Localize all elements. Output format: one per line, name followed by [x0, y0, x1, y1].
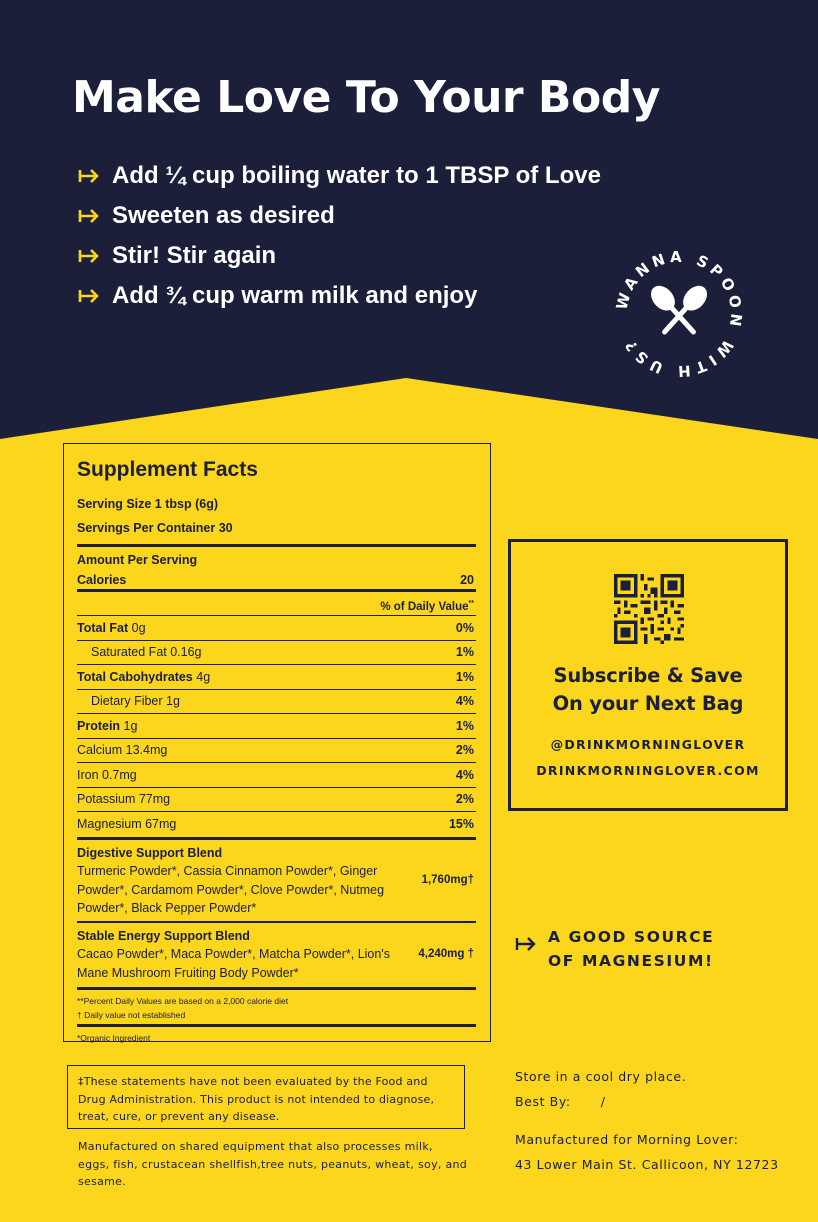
blend-row [77, 923, 476, 986]
serving-size: Serving Size 1 tbsp (6g) [77, 497, 219, 511]
nutrient-dv: 1% [455, 645, 474, 660]
blend-ingredients: Turmeric Powder*, Cassia Cinnamon Powder*, Ginger Powder*, Cardamom Powder*, Clove Powder*, Nutmeg Powder*, Black Pepper Powder* [77, 864, 385, 915]
nutrient-name: Protein [77, 718, 121, 733]
footnote-dv: **Percent Daily Values are based on a 2,000 calorie diet [77, 996, 289, 1006]
subscribe-title-line: Subscribe & Save [553, 664, 743, 687]
nutrient-row [77, 665, 476, 690]
blend-title: Stable Energy Support Blend [77, 928, 250, 943]
arrow-right-bar-icon [78, 247, 100, 265]
arrow-right-bar-icon [515, 935, 537, 953]
website-link[interactable]: DRINKMORNINGLOVER.COM [536, 763, 760, 778]
crossed-spoons-icon [646, 281, 712, 340]
subscribe-title-line: On your Next Bag [552, 692, 744, 715]
nutrient-dv: 1% [455, 718, 474, 733]
calories-value: 20 [460, 573, 474, 587]
blend-row [77, 840, 476, 921]
nutrient-amount: 4g [192, 669, 211, 684]
best-by-value: / [600, 1094, 606, 1109]
nutrient-row [77, 616, 476, 641]
footnote-dagger: † Daily value not established [77, 1010, 186, 1020]
nutrient-row [77, 714, 476, 739]
callout-line: A GOOD SOURCE [548, 928, 715, 946]
nutrient-amount: Calcium 13.4mg [77, 743, 168, 758]
instruction-step [78, 276, 601, 316]
servings-per-container: Servings Per Container 30 [77, 521, 233, 535]
blend-title: Digestive Support Blend [77, 845, 223, 860]
nutrient-row [77, 812, 476, 837]
instruction-step [78, 196, 601, 236]
instruction-step [78, 156, 601, 196]
manufacturer-address: 43 Lower Main St. Callicoon, NY 12723 [515, 1157, 779, 1172]
manufacturer-line: Manufactured for Morning Lover: [515, 1132, 739, 1147]
nutrient-amount: Potassium 77mg [77, 792, 171, 807]
blend-ingredients: Cacao Powder*, Maca Powder*, Matcha Powder*, Lion's Mane Mushroom Fruiting Body Powder* [77, 947, 390, 980]
nutrient-dv: 15% [448, 817, 474, 832]
nutrient-dv: 0% [455, 620, 474, 635]
nutrient-amount: Dietary Fiber 1g [91, 694, 180, 709]
qr-code-icon[interactable] [614, 574, 684, 644]
nutrient-row [77, 788, 476, 813]
fda-disclaimer: ‡These statements have not been evaluated by the Food and Drug Administration. This product is not intended to diagnose, treat, cure, or prevent any disease. [67, 1065, 465, 1129]
nutrient-row [77, 739, 476, 764]
instruction-text: Add ¼ cup boiling water to 1 TBSP of Love [112, 162, 601, 189]
blend-amount: 1,760mg† [421, 874, 474, 887]
nutrient-amount: Saturated Fat 0.16g [91, 645, 202, 660]
nutrient-dv: 1% [455, 669, 474, 684]
supplement-facts-panel [63, 443, 491, 1042]
headline: Make Love To Your Body [72, 72, 660, 123]
nutrient-amount: Magnesium 67mg [77, 817, 177, 832]
blend-amount: 4,240mg † [418, 948, 474, 960]
callout-line: OF MAGNESIUM! [548, 952, 714, 970]
dv-header-mark: ** [468, 600, 474, 607]
nutrient-row [77, 690, 476, 715]
arrow-right-bar-icon [78, 207, 100, 225]
calories-label: Calories [77, 573, 127, 587]
spoon-badge [605, 240, 753, 388]
nutrient-row [77, 763, 476, 788]
nutrient-amount: Iron 0.7mg [77, 767, 137, 782]
manufacturer-info [515, 1127, 779, 1177]
nutrient-row [77, 641, 476, 666]
nutrient-dv: 2% [455, 743, 474, 758]
allergen-statement: Manufactured on shared equipment that also processes milk, eggs, fish, crustacean shellfish,tree nuts, peanuts, wheat, soy, and sesame. [78, 1140, 468, 1188]
facts-title: Supplement Facts [77, 458, 258, 481]
nutrient-name: Total Cabohydrates [77, 669, 193, 684]
daily-value-header [77, 592, 476, 616]
nutrient-amount: 1g [120, 718, 138, 733]
nutrient-dv: 2% [455, 792, 474, 807]
instructions-list [78, 156, 601, 316]
instruction-text: Sweeten as desired [112, 202, 335, 229]
best-by-label: Best By: [515, 1094, 571, 1109]
nutrient-dv: 4% [455, 694, 474, 709]
dv-header-text: % of Daily Value [380, 600, 469, 613]
nutrient-dv: 4% [455, 767, 474, 782]
calories-row [77, 569, 476, 589]
magnesium-callout [515, 925, 714, 973]
arrow-right-bar-icon [78, 287, 100, 305]
instruction-step [78, 236, 601, 276]
social-handle[interactable]: @DRINKMORNINGLOVER [550, 737, 746, 752]
storage-instructions: Store in a cool dry place. [515, 1069, 687, 1084]
instruction-text: Add ¾ cup warm milk and enjoy [112, 282, 478, 309]
nutrient-name: Total Fat [77, 620, 129, 635]
amount-per-serving: Amount Per Serving [77, 553, 198, 567]
badge-text: WANNA SPOON WITH US? [612, 247, 746, 381]
best-by [515, 1089, 606, 1114]
subscribe-title [511, 662, 785, 718]
subscribe-box [508, 539, 788, 811]
nutrient-amount: 0g [128, 620, 146, 635]
instruction-text: Stir! Stir again [112, 242, 277, 269]
arrow-right-bar-icon [78, 167, 100, 185]
footnote-organic: *Organic Ingredient [77, 1033, 151, 1043]
